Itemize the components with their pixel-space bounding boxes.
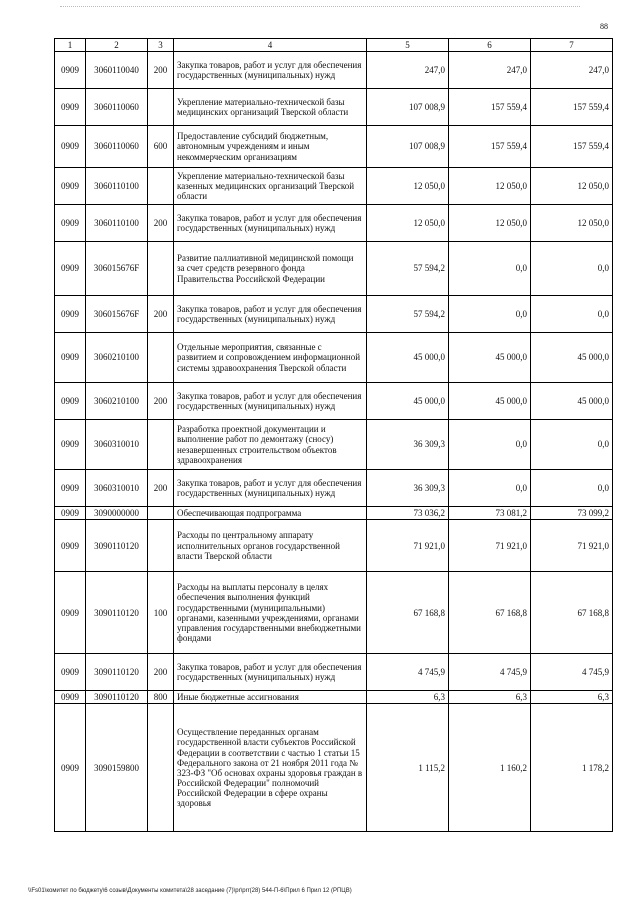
page-number: 88 <box>600 22 608 31</box>
item-name-cell: Разработка проектной документации и выполнение работ по демонтажу (сносу) незавершенных строительством объектов здравоохранения <box>174 420 367 470</box>
section-code-cell: 0909 <box>55 470 86 507</box>
target-article-cell: 3060110060 <box>86 89 148 126</box>
column-header-5: 5 <box>367 39 449 52</box>
expense-type-cell <box>148 242 174 296</box>
amount-col5-cell: 57 594,2 <box>367 242 449 296</box>
expense-type-cell: 200 <box>148 205 174 242</box>
target-article-cell: 3090000000 <box>86 507 148 520</box>
target-article-cell: 3090159800 <box>86 704 148 832</box>
table-row <box>55 383 613 420</box>
amount-col7-cell: 6,3 <box>531 691 613 704</box>
budget-table <box>54 38 613 832</box>
scan-artifact <box>60 6 580 9</box>
amount-col7-cell: 0,0 <box>531 470 613 507</box>
section-code-cell: 0909 <box>55 242 86 296</box>
amount-col7-cell: 73 099,2 <box>531 507 613 520</box>
section-code-cell: 0909 <box>55 168 86 205</box>
expense-type-cell <box>148 333 174 383</box>
amount-col6-cell: 71 921,0 <box>449 520 531 572</box>
file-path-footer: \\Fs01\комитет по бюджету\6 созыв\Документы комитета\28 заседание (7)\pr\prr(28) 544-П-6\Прил 6 Прил 12 (РПЦВ) <box>28 888 352 894</box>
target-article-cell: 3060110040 <box>86 52 148 89</box>
amount-col5-cell: 67 168,8 <box>367 572 449 654</box>
amount-col6-cell: 6,3 <box>449 691 531 704</box>
amount-col7-cell: 71 921,0 <box>531 520 613 572</box>
target-article-cell: 306015676F <box>86 242 148 296</box>
target-article-cell: 3090110120 <box>86 654 148 691</box>
amount-col7-cell: 0,0 <box>531 296 613 333</box>
amount-col7-cell: 247,0 <box>531 52 613 89</box>
target-article-cell: 3060110100 <box>86 205 148 242</box>
expense-type-cell <box>148 520 174 572</box>
amount-col5-cell: 1 115,2 <box>367 704 449 832</box>
item-name-cell: Закупка товаров, работ и услуг для обеспечения государственных (муниципальных) нужд <box>174 296 367 333</box>
amount-col6-cell: 0,0 <box>449 296 531 333</box>
expense-type-cell: 100 <box>148 572 174 654</box>
amount-col5-cell: 4 745,9 <box>367 654 449 691</box>
amount-col6-cell: 4 745,9 <box>449 654 531 691</box>
amount-col7-cell: 0,0 <box>531 242 613 296</box>
expense-type-cell <box>148 420 174 470</box>
section-code-cell: 0909 <box>55 52 86 89</box>
amount-col5-cell: 12 050,0 <box>367 205 449 242</box>
table-row <box>55 704 613 832</box>
header-row <box>55 39 613 52</box>
amount-col5-cell: 36 309,3 <box>367 420 449 470</box>
target-article-cell: 3060210100 <box>86 333 148 383</box>
table-row <box>55 333 613 383</box>
section-code-cell: 0909 <box>55 89 86 126</box>
expense-type-cell <box>148 704 174 832</box>
amount-col6-cell: 0,0 <box>449 470 531 507</box>
item-name-cell: Обеспечивающая подпрограмма <box>174 507 367 520</box>
amount-col5-cell: 6,3 <box>367 691 449 704</box>
item-name-cell: Иные бюджетные ассигнования <box>174 691 367 704</box>
table-row <box>55 420 613 470</box>
column-header-1: 1 <box>55 39 86 52</box>
table-row <box>55 470 613 507</box>
column-header-3: 3 <box>148 39 174 52</box>
target-article-cell: 3060310010 <box>86 420 148 470</box>
amount-col6-cell: 12 050,0 <box>449 205 531 242</box>
expense-type-cell: 200 <box>148 654 174 691</box>
expense-type-cell <box>148 168 174 205</box>
amount-col7-cell: 4 745,9 <box>531 654 613 691</box>
expense-type-cell: 200 <box>148 296 174 333</box>
expense-type-cell: 800 <box>148 691 174 704</box>
amount-col7-cell: 45 000,0 <box>531 333 613 383</box>
amount-col5-cell: 107 008,9 <box>367 89 449 126</box>
table-row <box>55 572 613 654</box>
target-article-cell: 306015676F <box>86 296 148 333</box>
target-article-cell: 3090110120 <box>86 520 148 572</box>
amount-col5-cell: 45 000,0 <box>367 383 449 420</box>
amount-col7-cell: 12 050,0 <box>531 205 613 242</box>
amount-col7-cell: 1 178,2 <box>531 704 613 832</box>
expense-type-cell <box>148 507 174 520</box>
amount-col7-cell: 157 559,4 <box>531 89 613 126</box>
item-name-cell: Осуществление переданных органам государственной власти субъектов Российской Федерации в соответствии с частью 1 статьи 15 Федерального закона от 21 ноября 2011 года № 323-ФЗ "Об основах охраны здоровья граждан в Российской Федерации" полномочий Российской Федерации в сфере охраны здоровья <box>174 704 367 832</box>
amount-col7-cell: 45 000,0 <box>531 383 613 420</box>
section-code-cell: 0909 <box>55 383 86 420</box>
table-row <box>55 89 613 126</box>
expense-type-cell: 200 <box>148 470 174 507</box>
amount-col6-cell: 12 050,0 <box>449 168 531 205</box>
section-code-cell: 0909 <box>55 205 86 242</box>
item-name-cell: Закупка товаров, работ и услуг для обеспечения государственных (муниципальных) нужд <box>174 470 367 507</box>
section-code-cell: 0909 <box>55 420 86 470</box>
item-name-cell: Закупка товаров, работ и услуг для обеспечения государственных (муниципальных) нужд <box>174 52 367 89</box>
amount-col7-cell: 12 050,0 <box>531 168 613 205</box>
expense-type-cell: 600 <box>148 126 174 168</box>
amount-col5-cell: 71 921,0 <box>367 520 449 572</box>
item-name-cell: Закупка товаров, работ и услуг для обеспечения государственных (муниципальных) нужд <box>174 383 367 420</box>
amount-col5-cell: 107 008,9 <box>367 126 449 168</box>
amount-col6-cell: 157 559,4 <box>449 126 531 168</box>
amount-col6-cell: 157 559,4 <box>449 89 531 126</box>
item-name-cell: Расходы на выплаты персоналу в целях обеспечения выполнения функций государственными (муниципальными) органами, казенными учреждениями, органами управления государственными внебюджетными фондами <box>174 572 367 654</box>
amount-col5-cell: 36 309,3 <box>367 470 449 507</box>
column-header-6: 6 <box>449 39 531 52</box>
target-article-cell: 3060110100 <box>86 168 148 205</box>
target-article-cell: 3060110060 <box>86 126 148 168</box>
amount-col6-cell: 45 000,0 <box>449 383 531 420</box>
table-row <box>55 126 613 168</box>
amount-col6-cell: 247,0 <box>449 52 531 89</box>
table-row <box>55 168 613 205</box>
table-row <box>55 205 613 242</box>
table-row <box>55 242 613 296</box>
item-name-cell: Закупка товаров, работ и услуг для обеспечения государственных (муниципальных) нужд <box>174 205 367 242</box>
amount-col6-cell: 0,0 <box>449 242 531 296</box>
table-row <box>55 52 613 89</box>
target-article-cell: 3060310010 <box>86 470 148 507</box>
item-name-cell: Укрепление материально-технической базы казенных медицинских организаций Тверской области <box>174 168 367 205</box>
section-code-cell: 0909 <box>55 572 86 654</box>
amount-col5-cell: 73 036,2 <box>367 507 449 520</box>
table-row <box>55 507 613 520</box>
amount-col5-cell: 57 594,2 <box>367 296 449 333</box>
section-code-cell: 0909 <box>55 507 86 520</box>
expense-type-cell: 200 <box>148 383 174 420</box>
item-name-cell: Расходы по центральному аппарату исполнительных органов государственной власти Тверской области <box>174 520 367 572</box>
amount-col7-cell: 0,0 <box>531 420 613 470</box>
amount-col7-cell: 67 168,8 <box>531 572 613 654</box>
section-code-cell: 0909 <box>55 704 86 832</box>
target-article-cell: 3090110120 <box>86 572 148 654</box>
expense-type-cell: 200 <box>148 52 174 89</box>
table-body <box>55 52 613 832</box>
section-code-cell: 0909 <box>55 296 86 333</box>
target-article-cell: 3060210100 <box>86 383 148 420</box>
amount-col5-cell: 12 050,0 <box>367 168 449 205</box>
section-code-cell: 0909 <box>55 691 86 704</box>
amount-col6-cell: 1 160,2 <box>449 704 531 832</box>
item-name-cell: Предоставление субсидий бюджетным, автономным учреждениям и иным некоммерческим организациям <box>174 126 367 168</box>
amount-col6-cell: 0,0 <box>449 420 531 470</box>
item-name-cell: Развитие паллиативной медицинской помощи за счет средств резервного фонда Правительства Российской Федерации <box>174 242 367 296</box>
column-header-4: 4 <box>174 39 367 52</box>
section-code-cell: 0909 <box>55 333 86 383</box>
item-name-cell: Укрепление материально-технической базы медицинских организаций Тверской области <box>174 89 367 126</box>
section-code-cell: 0909 <box>55 654 86 691</box>
column-header-2: 2 <box>86 39 148 52</box>
amount-col5-cell: 247,0 <box>367 52 449 89</box>
table-row <box>55 520 613 572</box>
expense-type-cell <box>148 89 174 126</box>
column-header-7: 7 <box>531 39 613 52</box>
amount-col6-cell: 45 000,0 <box>449 333 531 383</box>
item-name-cell: Отдельные мероприятия, связанные с развитием и сопровождением информационной системы здравоохранения Тверской области <box>174 333 367 383</box>
section-code-cell: 0909 <box>55 520 86 572</box>
amount-col6-cell: 67 168,8 <box>449 572 531 654</box>
table-row <box>55 654 613 691</box>
target-article-cell: 3090110120 <box>86 691 148 704</box>
amount-col7-cell: 157 559,4 <box>531 126 613 168</box>
section-code-cell: 0909 <box>55 126 86 168</box>
amount-col5-cell: 45 000,0 <box>367 333 449 383</box>
table-row <box>55 296 613 333</box>
item-name-cell: Закупка товаров, работ и услуг для обеспечения государственных (муниципальных) нужд <box>174 654 367 691</box>
amount-col6-cell: 73 081,2 <box>449 507 531 520</box>
table-row <box>55 691 613 704</box>
